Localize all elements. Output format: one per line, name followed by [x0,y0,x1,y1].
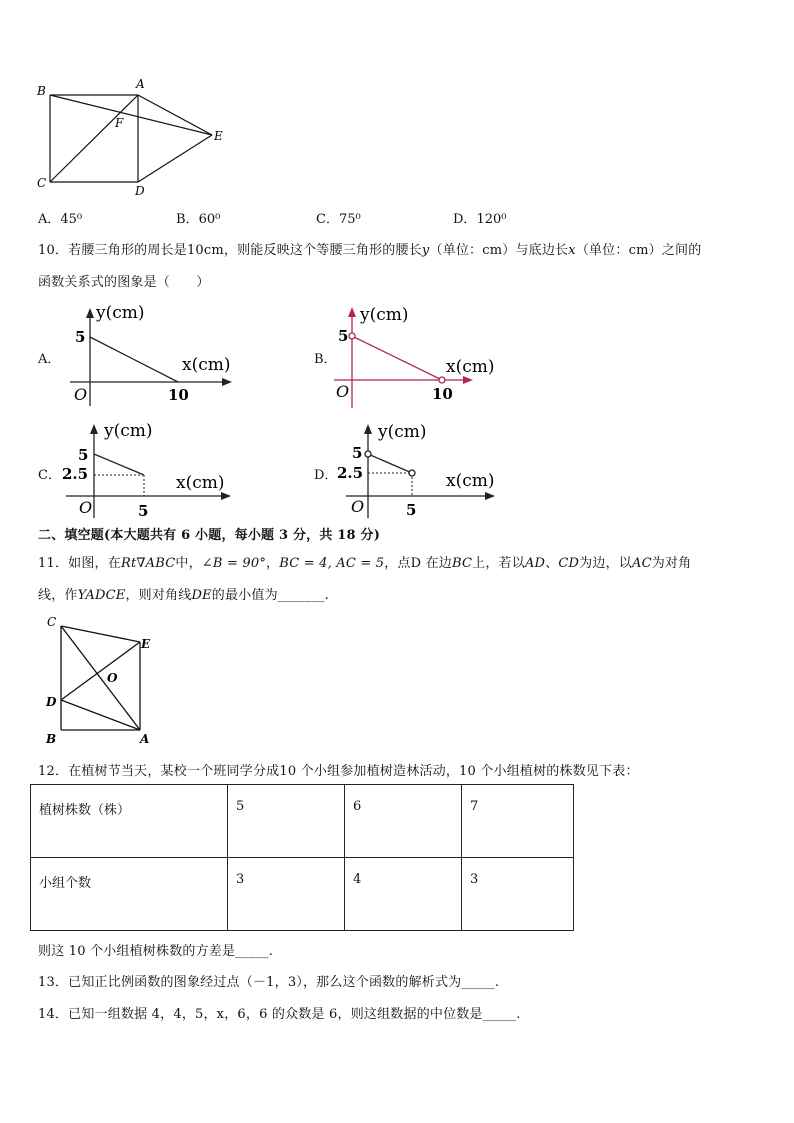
q12-question: 12．在植树节当天，某校一个班同学分成10 个小组参加植树造林活动，10 个小组植树的株数见下表： [38,764,639,779]
q11-edge-ce [61,626,140,642]
q9-option-b[interactable]: B．60⁰ [176,212,221,227]
q10d-ytick-2-5: 2.5 [337,464,364,482]
q10d-open-point-y [365,451,371,457]
q11-label-c: C [47,615,57,629]
q10d-open-point-end [409,470,415,476]
q10b-origin: O [336,382,350,401]
q10d-x-label: x(cm) [446,471,495,491]
q11-label-e: E [141,637,151,651]
q10b-x-label: x(cm) [446,357,495,377]
q11-edge-de [61,642,140,700]
q10b-x-arrow [463,376,473,384]
q10b-ytick-5: 5 [338,327,349,345]
q10c-graph-line [94,454,144,475]
q9-label-a: A [136,77,145,91]
q11-label-a: A [140,732,150,746]
q10d-y-arrow [364,424,372,434]
table-cell: 植树株数（株） [31,785,228,858]
q10-graph-c[interactable] [58,418,238,522]
q10-question-line1: 10．若腰三角形的周长是10cm，则能反映这个等腰三角形的腰长y（单位：cm）与底边长x（单位：cm）之间的 [38,243,702,258]
q10d-origin: O [351,497,365,516]
table-cell: 7 [462,785,574,858]
table-cell: 小组个数 [31,858,228,931]
q9-label-b: B [37,84,46,98]
table-cell: 5 [228,785,345,858]
q9-option-a[interactable]: A．45⁰ [38,212,83,227]
q10a-xtick-10: 10 [168,386,189,404]
table-cell: 4 [345,858,462,931]
q10c-ytick-5: 5 [78,446,89,464]
q10c-y-label: y(cm) [104,421,153,441]
q10a-x-label: x(cm) [182,355,231,375]
q10-graph-d[interactable] [332,418,512,522]
q10d-ytick-5: 5 [352,444,363,462]
q10-graph-b[interactable] [330,302,510,412]
q10d-x-arrow [485,492,495,500]
q10-option-a-letter[interactable]: A． [38,352,61,367]
q10d-graph-line [368,454,412,473]
q10-question-line2: 函数关系式的图象是（ ） [38,275,210,290]
q14-question: 14．已知一组数据 4，4，5，x，6，6 的众数是 6，则这组数据的中位数是_____. [38,1007,521,1022]
q9-option-d[interactable]: D．120⁰ [453,212,507,227]
q10-option-b-letter[interactable]: B． [314,352,337,367]
q10-option-d-letter[interactable]: D． [314,468,338,483]
q10d-y-label: y(cm) [378,422,427,442]
q9-figure [30,78,230,203]
q11-question-line2: 线，作YADCE，则对角线DE的最小值为_______. [38,588,330,603]
q10b-open-point-x [439,377,445,383]
q11-figure [40,612,170,748]
q10c-y-arrow [90,424,98,434]
q10a-x-arrow [222,378,232,386]
q9-label-f: F [115,116,124,130]
q9-edge-ae [138,95,212,135]
q12-table [30,784,574,931]
table-cell: 3 [462,858,574,931]
q10a-graph-line [90,337,178,382]
q12-after-text: 则这 10 个小组植树株数的方差是_____. [38,944,274,959]
q9-label-c: C [37,176,47,190]
q10b-xtick-10: 10 [432,385,453,403]
q10a-origin: O [74,385,88,404]
section-2-title: 二、填空题(本大题共有 6 小题，每小题 3 分，共 18 分) [38,528,381,543]
table-cell: 6 [345,785,462,858]
q10a-ytick-5: 5 [75,328,86,346]
q11-label-b: B [46,732,57,746]
q9-edge-be [50,95,212,135]
table-row [31,785,574,858]
q10b-y-label: y(cm) [360,305,409,325]
table-row [31,858,574,931]
q11-question-line1: 11．如图，在Rt∇ABC中，∠B = 90°，BC = 4, AC = 5，点D 在边BC上，若以AD、CD为边，以AC为对角 [38,556,692,571]
q13-question: 13．已知正比例函数的图象经过点（－1，3），那么这个函数的解析式为_____. [38,975,500,990]
q9-edge-ca [50,95,138,182]
table-cell: 3 [228,858,345,931]
q10d-xtick-5: 5 [406,501,417,519]
q10-graph-a[interactable] [62,302,242,412]
q10c-xtick-5: 5 [138,502,149,520]
q9-edge-de [138,135,212,182]
q11-label-o: O [107,671,118,685]
q10c-origin: O [79,498,93,517]
q10b-y-arrow [348,307,356,317]
q11-label-d: D [46,695,57,709]
q10c-ytick-2-5: 2.5 [62,465,89,483]
q9-label-d: D [135,184,145,198]
q9-option-c[interactable]: C．75⁰ [316,212,361,227]
q10b-graph-line [352,336,442,380]
q9-label-e: E [214,129,223,143]
q10a-y-label: y(cm) [96,303,145,323]
q10c-x-label: x(cm) [176,473,225,493]
q10c-x-arrow [221,492,231,500]
q10b-open-point-y [349,333,355,339]
q10-option-c-letter[interactable]: C． [38,468,61,483]
q10a-y-arrow [86,308,94,318]
